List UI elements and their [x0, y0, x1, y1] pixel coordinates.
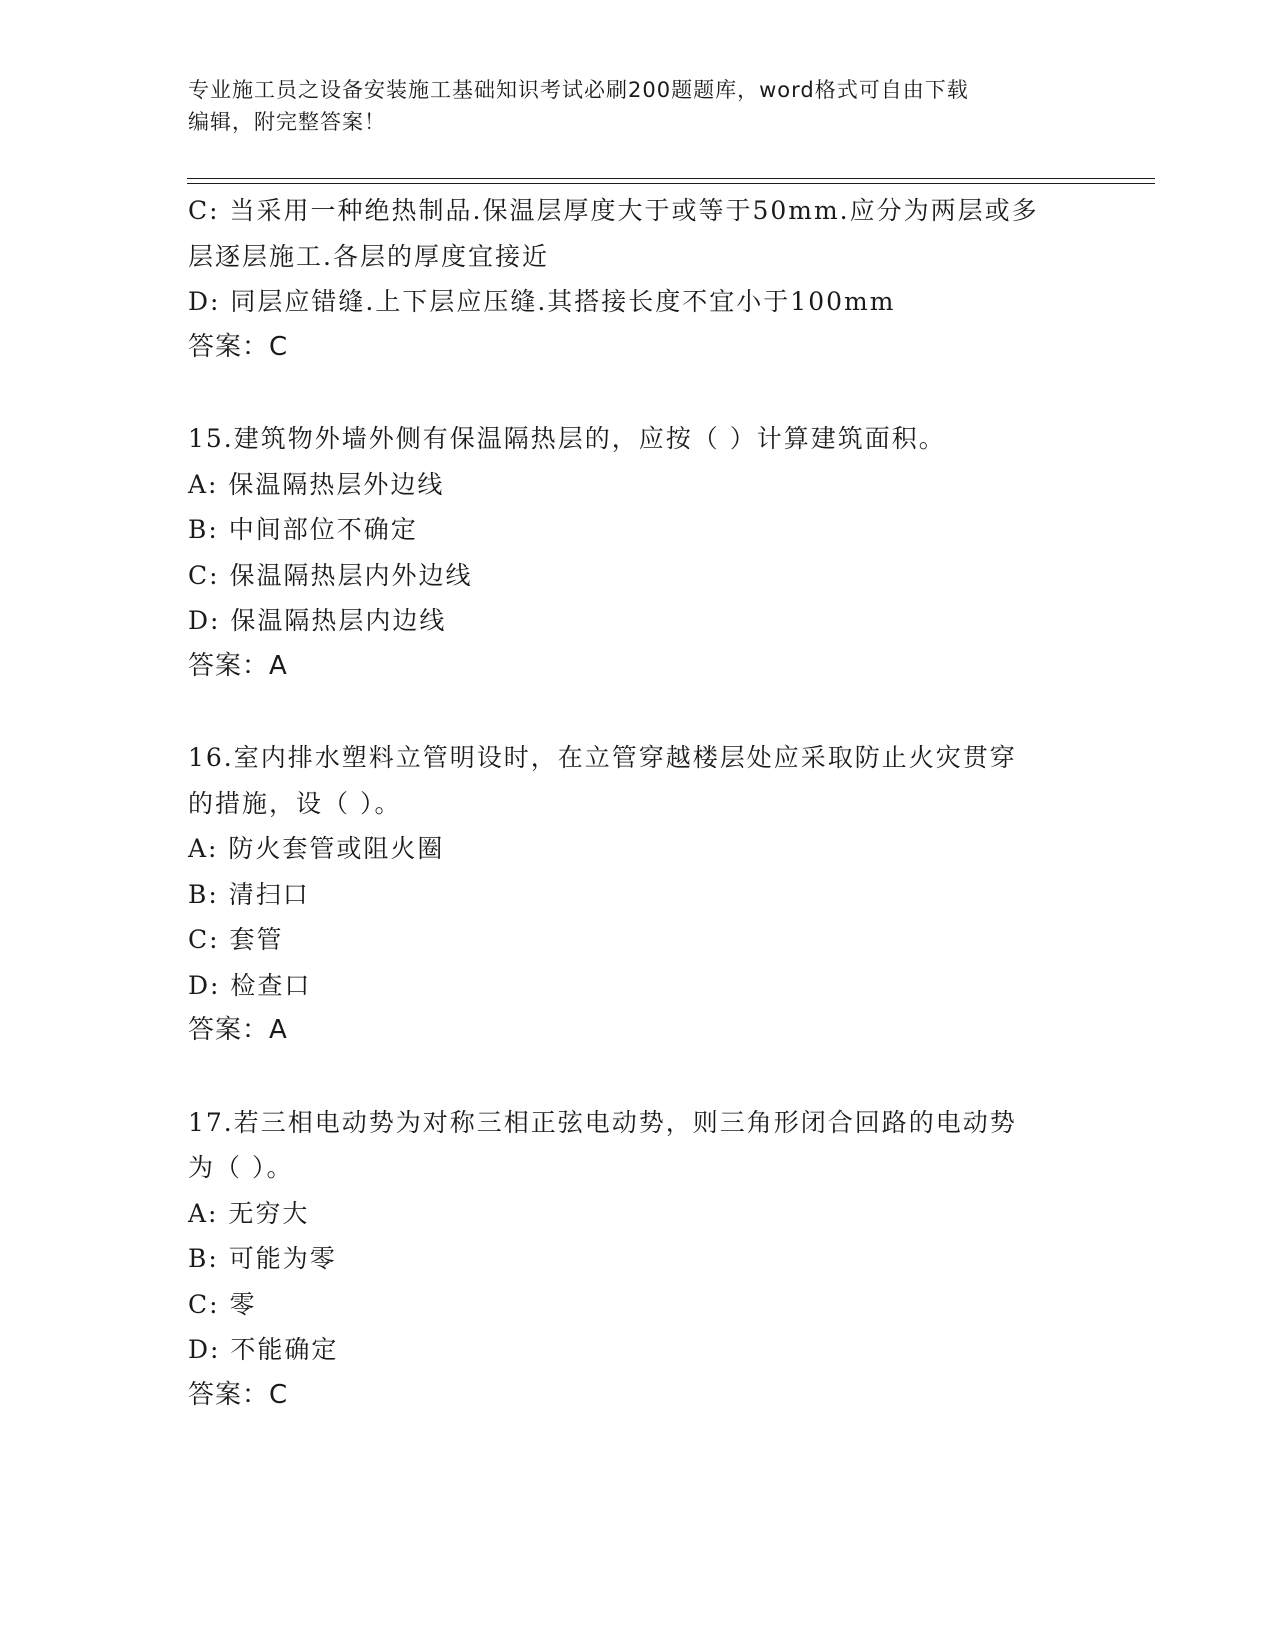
question-spacer: [188, 689, 1088, 735]
q15-answer: 答案：A: [188, 650, 288, 681]
question-16: [188, 735, 1088, 1054]
question-17: [188, 1100, 1088, 1419]
question-list: [188, 188, 1088, 1418]
q16-option-a: A: 防火套管或阻火圈: [188, 834, 445, 863]
q14-option-c-line-2: 层逐层施工.各层的厚度宜接近: [188, 241, 549, 271]
q16-option-c: C: 套管: [188, 925, 284, 954]
q17-option-b: B: 可能为零: [188, 1244, 337, 1273]
q17-option-d: D: 不能确定: [188, 1335, 339, 1364]
q15-stem: 15.建筑物外墙外侧有保温隔热层的，应按（ ）计算建筑面积。: [188, 424, 946, 453]
q15-option-a: A: 保温隔热层外边线: [188, 469, 445, 499]
q16-stem-line-1: 16.室内排水塑料立管明设时，在立管穿越楼层处应采取防止火灾贯穿: [188, 743, 1017, 772]
document-header: [188, 74, 1088, 138]
question-spacer: [188, 370, 1088, 416]
question-14: [188, 188, 1088, 370]
q15-option-b: B: 中间部位不确定: [188, 515, 418, 544]
question-spacer: [188, 1054, 1088, 1100]
q14-option-c-line-1: C: 当采用一种绝热制品.保温层厚度大于或等于50mm.应分为两层或多: [188, 196, 1039, 225]
q15-option-d: D: 保温隔热层内边线: [188, 606, 447, 635]
q16-stem-line-2: 的措施，设（ ）。: [188, 788, 402, 818]
q17-stem-line-2: 为（ ）。: [188, 1153, 294, 1182]
header-title-line-1: 专业施工员之设备安装施工基础知识考试必刷200题题库，word格式可自由下载: [188, 78, 969, 102]
q16-option-d: D: 检查口: [188, 970, 312, 1000]
q14-answer: 答案：C: [188, 331, 289, 362]
header-divider-bottom: [187, 183, 1155, 184]
header-divider-top: [187, 178, 1155, 179]
q16-option-b: B: 清扫口: [188, 879, 310, 909]
q17-option-a: A: 无穷大: [188, 1198, 310, 1228]
q17-option-c: C: 零: [188, 1289, 257, 1319]
q17-answer: 答案：C: [188, 1379, 289, 1410]
q16-answer: 答案：A: [188, 1015, 288, 1045]
question-15: [188, 416, 1088, 689]
q14-option-d: D: 同层应错缝.上下层应压缝.其搭接长度不宜小于100mm: [188, 287, 896, 316]
q15-option-c: C: 保温隔热层内外边线: [188, 560, 473, 590]
q17-stem-line-1: 17.若三相电动势为对称三相正弦电动势，则三角形闭合回路的电动势: [188, 1107, 1017, 1137]
header-title-line-2: 编辑，附完整答案！: [188, 110, 386, 134]
